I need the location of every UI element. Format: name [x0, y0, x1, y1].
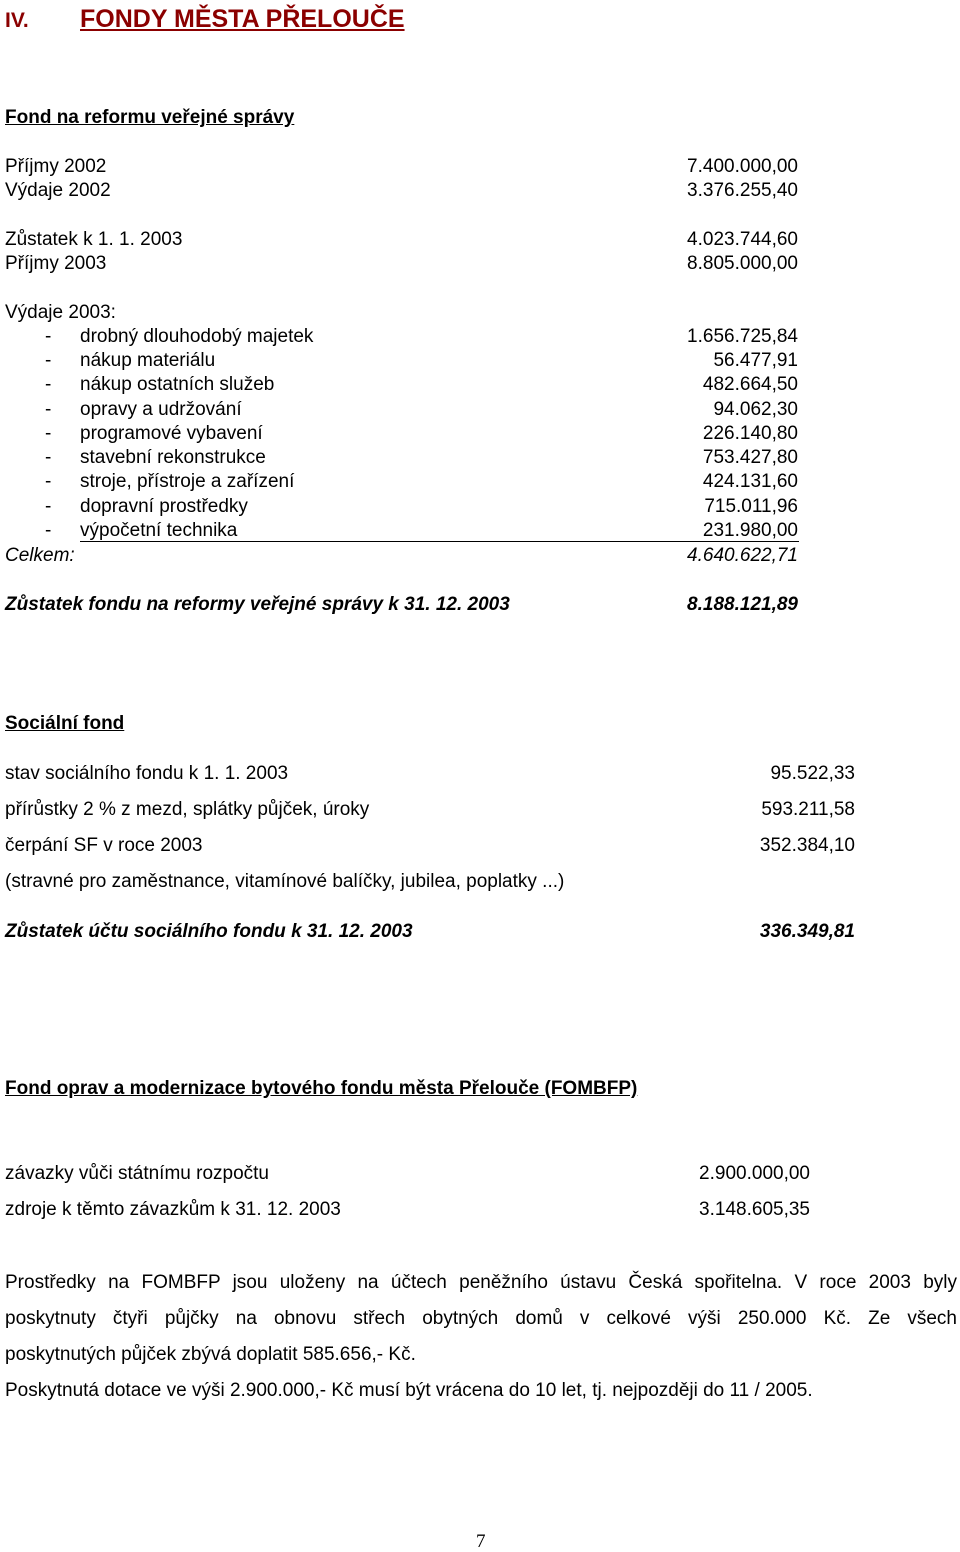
- social-line-label: čerpání SF v roce 2003: [5, 835, 203, 856]
- chapter-title: FONDY MĚSTA PŘELOUČE: [80, 5, 405, 33]
- social-line-value: 352.384,10: [759, 835, 855, 856]
- fombfp-line-label: závazky vůči státnímu rozpočtu: [5, 1163, 269, 1184]
- reform-line-label: Zůstatek k 1. 1. 2003: [5, 229, 183, 250]
- list-bullet: -: [45, 447, 52, 468]
- reform-line-label: Výdaje 2002: [5, 180, 111, 201]
- fombfp-heading: Fond oprav a modernizace bytového fondu města Přelouče (FOMBFP): [5, 1078, 638, 1099]
- chapter-number: IV.: [5, 9, 29, 32]
- expense-value: 1.656.725,84: [687, 326, 798, 347]
- paragraph-line: poskytnuty čtyři půjčky na obnovu střech obytných domů v celkové výši 250.000 Kč. Ze všech: [5, 1308, 957, 1329]
- list-bullet: -: [45, 471, 52, 492]
- total-label: Celkem:: [5, 545, 75, 566]
- list-bullet: -: [45, 350, 52, 371]
- paragraph-line: poskytnutých půjček zbývá doplatit 585.656,- Kč.: [5, 1344, 416, 1365]
- expense-label: stavební rekonstrukce: [80, 447, 266, 468]
- expense-value: 715.011,96: [704, 496, 798, 517]
- expense-value: 226.140,80: [702, 423, 798, 444]
- reform-balance-value: 8.188.121,89: [687, 594, 798, 615]
- reform-line-label: Příjmy 2003: [5, 253, 107, 274]
- expense-label: drobný dlouhodobý majetek: [80, 326, 314, 347]
- expense-label: nákup materiálu: [80, 350, 216, 371]
- social-note: (stravné pro zaměstnance, vitamínové balíčky, jubilea, poplatky ...): [5, 871, 565, 892]
- expense-label: opravy a udržování: [80, 399, 242, 420]
- expense-label: programové vybavení: [80, 423, 263, 444]
- social-line-value: 593.211,58: [761, 799, 855, 820]
- total-rule: [80, 541, 799, 542]
- page-number: 7: [476, 1531, 486, 1552]
- social-balance-label: Zůstatek účtu sociálního fondu k 31. 12. 2003: [5, 921, 413, 942]
- social-line-value: 95.522,33: [770, 763, 855, 784]
- expense-value: 94.062,30: [713, 399, 798, 420]
- total-value: 4.640.622,71: [687, 545, 798, 566]
- list-bullet: -: [45, 374, 52, 395]
- reform-fund-heading: Fond na reformu veřejné správy: [5, 107, 295, 128]
- social-balance-value: 336.349,81: [759, 921, 855, 942]
- expense-value: 753.427,80: [702, 447, 798, 468]
- reform-line-value: 3.376.255,40: [687, 180, 798, 201]
- fombfp-line-value: 3.148.605,35: [699, 1199, 810, 1220]
- social-line-label: stav sociálního fondu k 1. 1. 2003: [5, 763, 289, 784]
- list-bullet: -: [45, 326, 52, 347]
- reform-balance-label: Zůstatek fondu na reformy veřejné správy k 31. 12. 2003: [5, 594, 510, 615]
- expense-value: 424.131,60: [702, 471, 798, 492]
- reform-line-value: 7.400.000,00: [687, 156, 798, 177]
- social-fund-heading: Sociální fond: [5, 713, 125, 734]
- expense-value: 56.477,91: [713, 350, 798, 371]
- reform-line-label: Příjmy 2002: [5, 156, 107, 177]
- expense-value: 482.664,50: [702, 374, 798, 395]
- list-bullet: -: [45, 423, 52, 444]
- fombfp-line-label: zdroje k těmto závazkům k 31. 12. 2003: [5, 1199, 341, 1220]
- social-line-label: přírůstky 2 % z mezd, splátky půjček, úroky: [5, 799, 370, 820]
- expense-label: nákup ostatních služeb: [80, 374, 275, 395]
- reform-line-value: 8.805.000,00: [687, 253, 798, 274]
- expenses-heading: Výdaje 2003:: [5, 302, 116, 323]
- list-bullet: -: [45, 520, 52, 541]
- expense-label: dopravní prostředky: [80, 496, 248, 517]
- list-bullet: -: [45, 399, 52, 420]
- paragraph-line: Poskytnutá dotace ve výši 2.900.000,- Kč musí být vrácena do 10 let, tj. nejpozději do 11 / 2005.: [5, 1380, 813, 1401]
- expense-value: 231.980,00: [702, 520, 798, 541]
- list-bullet: -: [45, 496, 52, 517]
- expense-label: stroje, přístroje a zařízení: [80, 471, 295, 492]
- paragraph-line: Prostředky na FOMBFP jsou uloženy na účtech peněžního ústavu Česká spořitelna. V roce 2003 byly: [5, 1272, 957, 1293]
- fombfp-line-value: 2.900.000,00: [699, 1163, 810, 1184]
- expense-label: výpočetní technika: [80, 520, 238, 541]
- reform-line-value: 4.023.744,60: [687, 229, 798, 250]
